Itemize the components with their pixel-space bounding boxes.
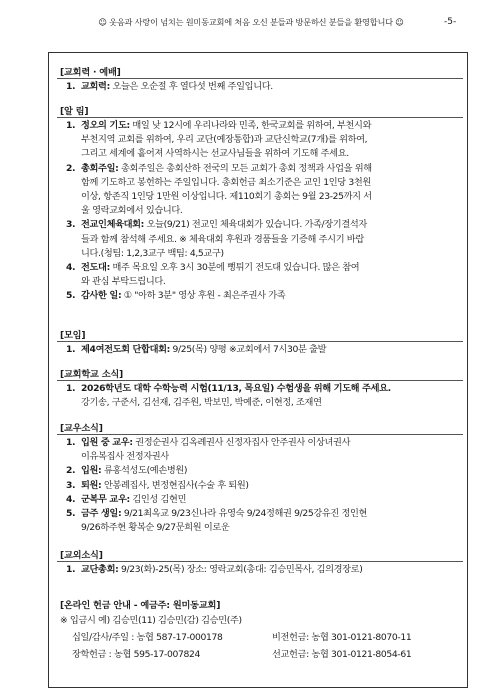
offering-info: ※ 입금시 예) 김승민(11) 김승민(감) 김승민(주) 십일/감사/주일 : 농협 587-17-000178 비전헌금: 농협 301-0121-8070-11 장학헌금 : 농협 595-17-007824 선교헌금: 농협 301-0121-8054-61	[60, 615, 412, 661]
section-meeting-title: [모임]	[60, 330, 86, 341]
item-text: 오늘은 오순절 후 열다섯 번째 주일입니다.	[109, 81, 273, 92]
divider	[57, 341, 463, 342]
item-number: 1.	[66, 81, 76, 92]
section-outside-title: [교외소식]	[60, 550, 103, 561]
school-item: 1. 2026학년도 대학 수학능력 시험(11/13, 목요일) 수험생을 위해 기도해 주세요. 강기송, 구준서, 김선재, 김주원, 박보민, 박예준, 이현정, 조재연	[66, 383, 391, 409]
members-item: 1. 입원 중 교우: 권정순권사 김옥례권사 신정자집사 안주권사 이상녀권사 이유복집사 전정자권사 2. 입원: 류홍석성도(예손병원) 3. 퇴원: 안봉례집사, 변정현집사(수술 후 퇴원) 4. 군복무 교우: 김인성 김현민 5. 금주 생일: 9/21최옥교 9/23신나라 유영숙 9/24정해권 9/25강유진 정인현 9/26하주현 황복순 9/27문희원 이로운	[66, 437, 368, 534]
section-members-title: [교우소식]	[60, 423, 103, 434]
meeting-item: 1. 제4여전도회 단합대회: 9/25(목) 양평 ※교회에서 7시30분 출발	[66, 344, 327, 355]
page-number: -5-	[444, 17, 457, 27]
section-calendar-title: [교회력 · 예배]	[60, 67, 121, 78]
section-notice-title: [알 림]	[60, 106, 89, 117]
outside-item: 1. 교단총회: 9/23(화)-25(목) 장소: 영락교회(총대: 김승민목사, 김의경장로)	[66, 564, 363, 575]
item-label: 교회력:	[81, 81, 110, 92]
divider	[57, 380, 463, 381]
section-school-title: [교회학교 소식]	[60, 369, 124, 380]
divider	[57, 78, 463, 79]
divider	[57, 434, 463, 435]
divider	[57, 561, 463, 562]
welcome-header: ☺ 웃음과 사랑이 넘치는 원미동교회에 처음 오신 분들과 방문하신 분들을 환영합니다 ☺	[98, 17, 404, 27]
divider	[57, 117, 463, 118]
calendar-item	[66, 80, 458, 94]
notice-item: 1. 정오의 기도: 매일 낮 12시에 우리나라와 민족, 한국교회를 위하여, 부천시와 부천지역 교회를 위하여, 우리 교단(예장통합)과 교단신학교(7개)를 위하여, 그리고 세계에 흩어져 사역하시는 선교사님들을 위하여 기도해 주세요. 2. 총회주일: 총회주일은 총회산하 전국의 모든 교회가 총회 정책과 사업을 위해 함께 기도하고 봉헌하는 주일입니다. 총회헌금 최소기준은 교인 1인당 3천원 이상, 항존직 1인당 1만원 이상입니다. 제110회기 총회는 9월 23-25까지 서 울 영락교회에서 있습니다. 3. 전교인체육대회: 오늘(9/21) 전교인 체육대회가 있습니다. 가족/장기결석자 들과 함께 참석해 주세요. ※ 체육대회 후원과 경품들을 기증해 주시기 바랍 니다.(청팀: 1,2,3교구 백팀: 4,5교구) 4. 전도대: 매주 목요일 오후 3시 30분에 뻥튀기 전도대 있습니다. 많은 참여 와 관심 부탁드립니다. 5. 감사한 일: ① "아하 3분" 영상 후원 - 최은주권사 가족	[66, 120, 372, 302]
section-offering-title: [온라인 헌금 안내 - 예금주: 원미동교회]	[60, 600, 221, 611]
